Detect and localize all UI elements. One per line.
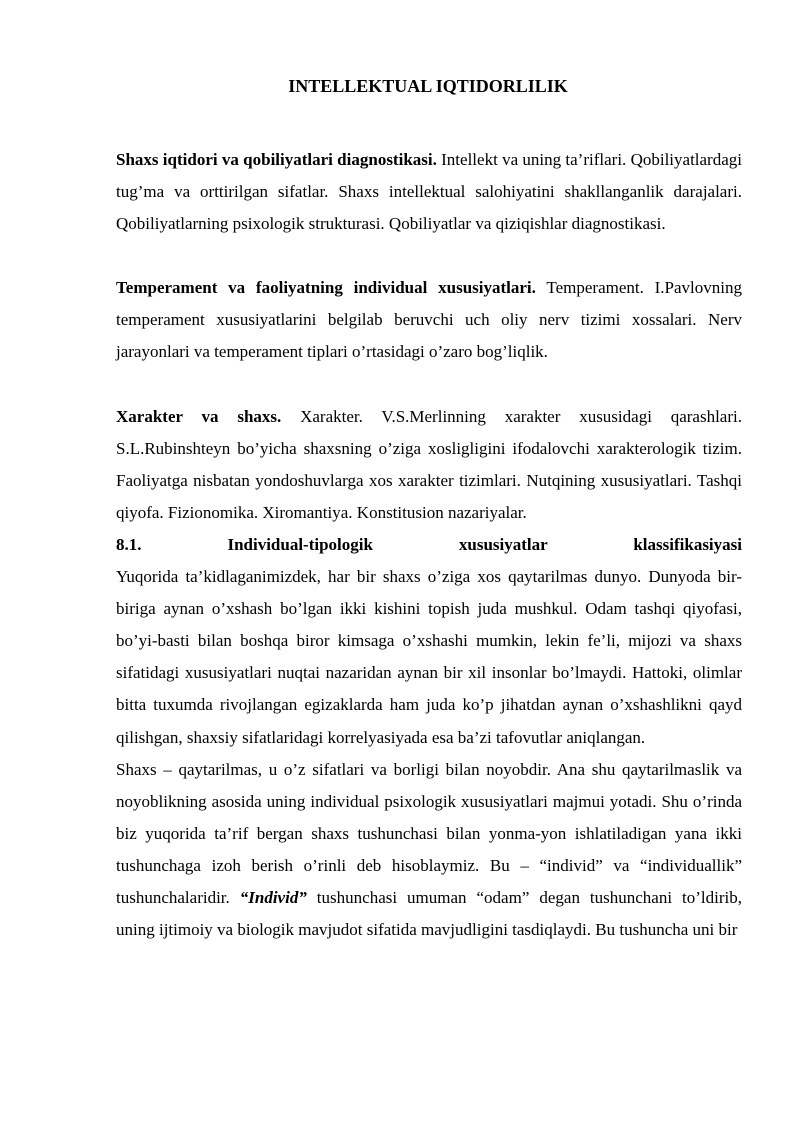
term-individ: “Individ” (239, 887, 307, 907)
section-paragraph (116, 401, 742, 529)
page-title: INTELLEKTUAL IQTIDORLILIK (288, 76, 568, 96)
body-paragraph (116, 754, 742, 947)
subsection-heading: 8.1. Individual-tipologik xususiyatlar klassifikasiyasi (116, 534, 742, 554)
section-heading: Shaxs iqtidori va qobiliyatlari diagnostikasi. (116, 150, 437, 169)
section-paragraph (116, 272, 742, 368)
section-paragraph (116, 144, 742, 240)
section-heading: Temperament va faoliyatning individual xususiyatlari. (116, 278, 536, 298)
paragraph-text: Shaxs – qaytarilmas, u o’z sifatlari va borligi bilan noyobdir. Ana shu qaytarilmaslik va noyoblikning asosida uning individual psixologik xususiyatlari majmui yotadi. Shu o’rinda biz yuqorida ta’rif bergan shaxs tushunchasi bilan yonma-yon ishlatiladigan yana ikki tushunchaga izoh berish o’rinli deb hisoblaymiz. Bu – “individ” va “individuallik” tushunchalaridir. (116, 759, 742, 907)
section-heading: Xarakter va shaxs. (116, 406, 282, 426)
paragraph-text: tushunchasi umuman “odam” degan tushunchani to’ldirib, uning ijtimoiy va biologik mavjudot sifatida mavjudligini tasdiqlaydi. Bu tushuncha uni bir (116, 887, 743, 940)
body-paragraph: Yuqorida ta’kidlaganimizdek, har bir shaxs o’ziga xos qaytarilmas dunyo. Dunyoda bir-biriga aynan o’xshash bo’lgan ikki kishini topish juda mushkul. Odam tashqi qiyofasi, bo’yi-basti bilan boshqa biror kimsaga o’xshashi mumkin, lekin fe’li, mijozi va shaxs sifatidagi xususiyatlari nuqtai nazaridan aynan bir xil insonlar bo’lmaydi. Hattoki, olimlar bitta tuxumda rivojlangan egizaklarda ham juda ko’p jihatdan aynan o’xshashlikni qayd qilishgan, shaxsiy sifatlaridagi korrelyasiyada esa ba’zi tafovutlar aniqlangan. (116, 567, 742, 747)
section-text: Xarakter. V.S.Merlinning xarakter xususidagi qarashlari. S.L.Rubinshteyn bo’yicha shaxsning o’ziga xosligligini ifodalovchi xarakterologik tizim. Faoliyatga nisbatan yondoshuvlarga xos xarakter tizimlari. Nutqining xususiyatlari. Tashqi qiyofa. Fizionomika. Xiromantiya. Konstitusion nazariyalar. (116, 406, 742, 522)
section-text: Intellekt va uning ta’riflari. Qobiliyatlardagi tug’ma va orttirilgan sifatlar. Shaxs intellektual salohiyatini shakllanganlik darajalari. Qobiliyatlarning psixologik strukturasi. Qobiliyatlar va qiziqishlar diagnostikasi. (116, 150, 742, 234)
document-body (116, 144, 742, 946)
section-text: Temperament. I.Pavlovning temperament xususiyatlarini belgilab beruvchi uch oliy nerv tizimi xossalari. Nerv jarayonlari va temperament tiplari o’rtasidagi o’zaro bog’liqlik. (116, 278, 742, 362)
